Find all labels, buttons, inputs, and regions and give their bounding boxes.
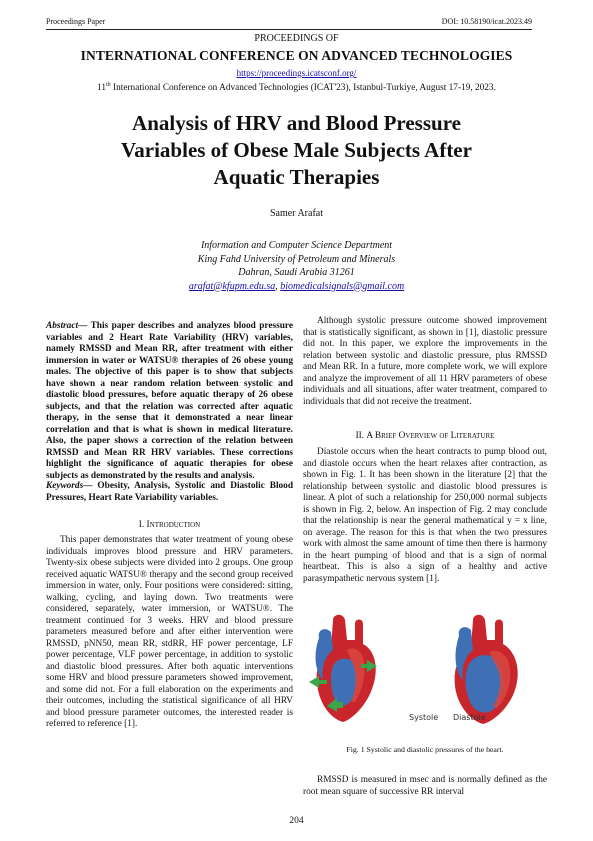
event-number: 11 (97, 83, 107, 94)
section-1-title: Introduction (146, 520, 201, 530)
affiliation-department: Information and Computer Science Department (200, 240, 393, 251)
affiliation-address: Dahran, Saudi Arabia 31261 (238, 267, 355, 278)
conference-url-link[interactable]: https://proceedings.icatsconf.org/ (236, 68, 357, 78)
label-diastole: Diastole (453, 713, 486, 722)
right-column-paragraph-3 (303, 775, 547, 798)
right-column-paragraph-2 (303, 447, 547, 585)
page-number: 204 (289, 816, 304, 826)
section-heading-introduction (46, 520, 293, 532)
author-name: Samer Arafat (269, 208, 324, 219)
affiliation (0, 239, 593, 293)
proceedings-label: PROCEEDINGS OF (254, 33, 339, 44)
heart-illustration (303, 610, 547, 732)
title-line-3: Aquatic Therapies (213, 165, 380, 189)
event-ordinal-suffix: th (106, 82, 111, 88)
abstract-dash: — (78, 321, 91, 331)
conference-name: INTERNATIONAL CONFERENCE ON ADVANCED TECHNOLOGIES (80, 48, 513, 63)
heart-diastole-graphic (455, 615, 518, 724)
figure-caption: Fig. 1 Systolic and diastolic pressures of the heart. (346, 745, 504, 754)
paragraph-text: RMSSD is measured in msec and is normally defined as the root mean square of successive RR interval (303, 775, 547, 797)
abstract (46, 321, 293, 482)
email-link-1[interactable]: arafat@kfupm.edu.sa (188, 280, 276, 292)
paragraph-text: Although systolic pressure outcome showed improvement that is statistically significant, as shown in [1], diastolic pressure did not. In this paper, we explore the improvements in the relation between systolic and diastolic pressure, plus RMSSD and Mean RR. In a future, more complete work, we will explore and analyze the improvement of all 11 HRV parameters of obese individuals and all situations, after water treatment, compared to individuals that did not receive the treatment. (303, 316, 547, 407)
event-line (0, 82, 593, 93)
running-header-doi: DOI: 10.58190/icat.2023.49 (441, 17, 532, 26)
right-column-paragraph-1 (303, 316, 547, 408)
affiliation-university: King Fahd University of Petroleum and Minerals (197, 253, 396, 265)
heart-systole-graphic (309, 615, 377, 722)
header-rule (46, 29, 532, 30)
keywords (46, 481, 293, 504)
paragraph-text: Diastole occurs when the heart contracts to pump blood out, and diastole occurs when the heart relaxes after contraction, as shown in Fig. 1. It has been shown in the literature [2] that the relationship between systolic and diastolic blood pressures is linear. A plot of such a relationship for 250,000 normal subjects is shown in Fig. 2, below. An inspection of Fig. 2 may conclude that the relationship is near the general mathematical y = x line, on average. The reason for this is that when the two pressures work with almost the same amount of time then there is harmony in the heart pumping of blood and that is a sign of normal heartbeat. This is also a sign of a healthy and active parasympathetic nervous system [1]. (303, 447, 547, 584)
title-line-1: Analysis of HRV and Blood Pressure (132, 111, 461, 135)
author-emails (0, 280, 593, 294)
heart-figure (303, 610, 547, 732)
section-2-number: II. (355, 431, 367, 441)
running-header-left: Proceedings Paper (46, 17, 106, 26)
section-2-title: A Brief Overview of Literature (366, 431, 495, 441)
email-separator: , (275, 280, 281, 292)
introduction-body (46, 535, 293, 731)
paper-title (0, 110, 593, 191)
conference-url-line (0, 68, 593, 78)
email-link-2[interactable]: biomedicalsignals@gmail.com (280, 280, 405, 292)
title-line-2: Variables of Obese Male Subjects After (121, 138, 472, 162)
section-1-number: I. (138, 520, 147, 530)
label-systole: Systole (409, 713, 439, 722)
section-heading-literature (303, 431, 547, 443)
abstract-label: Abstract (46, 321, 79, 331)
introduction-paragraph: This paper demonstrates that water treatment of young obese individuals improves blood pressure and HRV parameters. Twenty-six obese subjects were divided into 2 groups. One group received aquatic WATSU® therapy and the second group received immersion in water, only. Four positions were considered: sitting, walking, cycling, and laying down. Two treatments were considered, separately, water immersion, or WATSU®. The treatment continued for 3 weeks. HRV and blood pressure parameters measured before and after either intervention were RMSSD, pNN50, mean RR, stdRR, HF power percentage, LF power percentage, VLF power percentage, in addition to systolic and diastolic blood pressures. After both aquatic interventions some HRV and blood pressure parameters showed improvement, and some did not. For a full elaboration on the experiments and their outcomes, including the statistical significance of all HRV and blood pressure parameter outcomes, the interested reader is referred to reference [1]. (46, 535, 293, 729)
keywords-text: Obesity, Analysis, Systolic and Diastolic Blood Pressures, Heart Rate Variability variables. (46, 481, 293, 503)
abstract-text: This paper describes and analyzes blood pressure variables and 2 Heart Rate Variability (HRV) variables, namely RMSSD and Mean RR, after treatment with either immersion in water or WATSU® therapies of 26 obese young males. The objective of this paper is to show that subjects have shown a near random relation between systolic and diastolic blood pressures, before aquatic therapy of 26 obese subjects, and that the relation was corrected after aquatic therapy, in the sense that it demonstrated a near linear correlation and that is what is shown in medical literature. Also, the paper shows a correction of the relation between RMSSD and Mean RR HRV variables. These corrections highlight the significance of aquatic therapies for obese subjects as demonstrated by the results and analysis. (46, 321, 293, 481)
event-description: International Conference on Advanced Technologies (ICAT'23), Istanbul-Turkiye, August 17-19, 2023. (110, 83, 496, 94)
keywords-label: Keywords (46, 481, 84, 491)
keywords-dash: — (83, 481, 98, 491)
